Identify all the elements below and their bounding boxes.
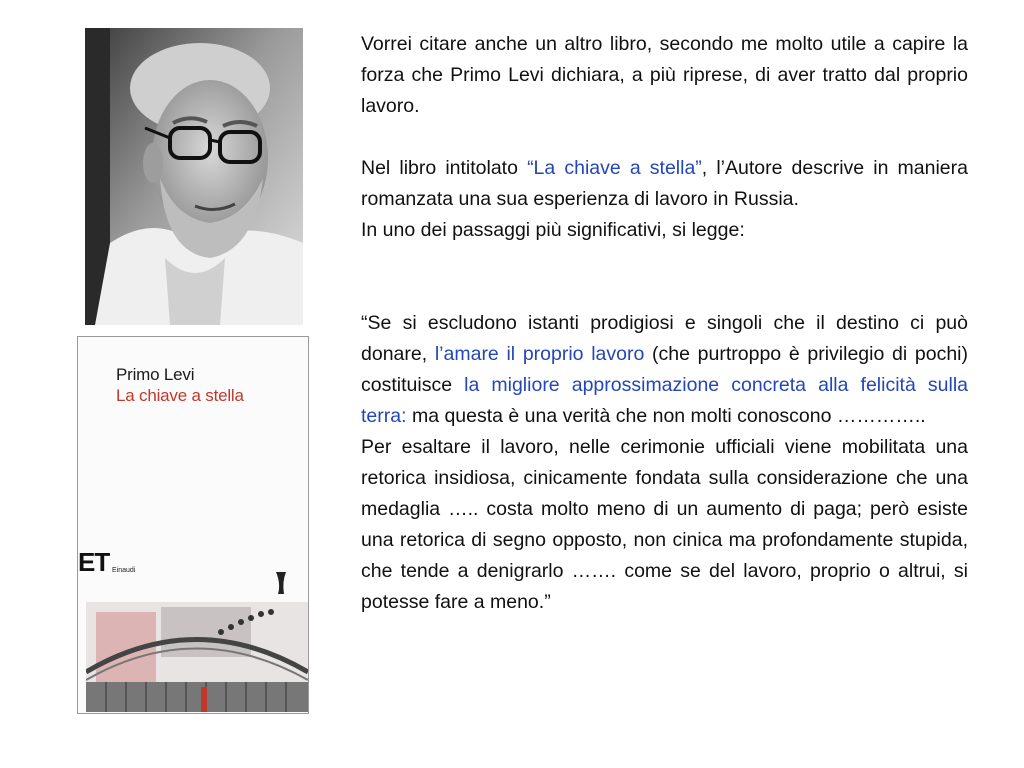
book-cover [77, 336, 309, 714]
book-paragraph-after: , l’Autore descrive in maniera romanzata una sua esperienza di lavoro in Russia. [361, 157, 968, 210]
cover-publisher: Einaudi [112, 567, 136, 574]
quote-part-3: ma questa è una verità che non molti conoscono ………….. [406, 405, 926, 427]
cover-artwork [86, 572, 308, 712]
author-photo [85, 28, 303, 325]
main-text [361, 29, 968, 618]
quote-part-2: (che purtroppo è privilegio di pochi) costituisce [361, 343, 968, 396]
quote-part-1: “Se si escludono istanti prodigiosi e singoli che il destino ci può donare, [361, 312, 968, 365]
book-paragraph-before: Nel libro intitolato [361, 157, 528, 179]
quote-paragraph-1 [361, 308, 968, 432]
quote-highlight-1: l’amare il proprio lavoro [434, 343, 645, 365]
cover-title: La chiave a stella [116, 386, 244, 405]
quote-colon: : [401, 405, 407, 427]
book-paragraph [361, 153, 968, 215]
book-title-highlight: “La chiave a stella” [527, 157, 702, 179]
cover-series-logo: ET [78, 547, 110, 577]
quote-highlight-2: la migliore approssimazione concreta alla felicità sulla terra [361, 374, 969, 427]
passage-intro: In uno dei passaggi più significativi, si legge: [361, 219, 745, 241]
cover-author: Primo Levi [116, 365, 195, 384]
quote-paragraph-2: Per esaltare il lavoro, nelle cerimonie ufficiali viene mobilitata una retorica insidiosa, cinicamente fondata sulla considerazione che una medaglia ….. costa molto meno di un aumento di paga; però esiste una retorica di segno opposto, non cinica ma profondamente stupida, che tende a denigrarlo ……. come se del lavoro, proprio o altrui, si potesse fare a meno.” [361, 436, 968, 613]
intro-paragraph: Vorrei citare anche un altro libro, secondo me molto utile a capire la forza che Primo Levi dichiara, a più riprese, di aver tratto dal proprio lavoro. [361, 33, 968, 117]
author-portrait-image [85, 28, 303, 325]
